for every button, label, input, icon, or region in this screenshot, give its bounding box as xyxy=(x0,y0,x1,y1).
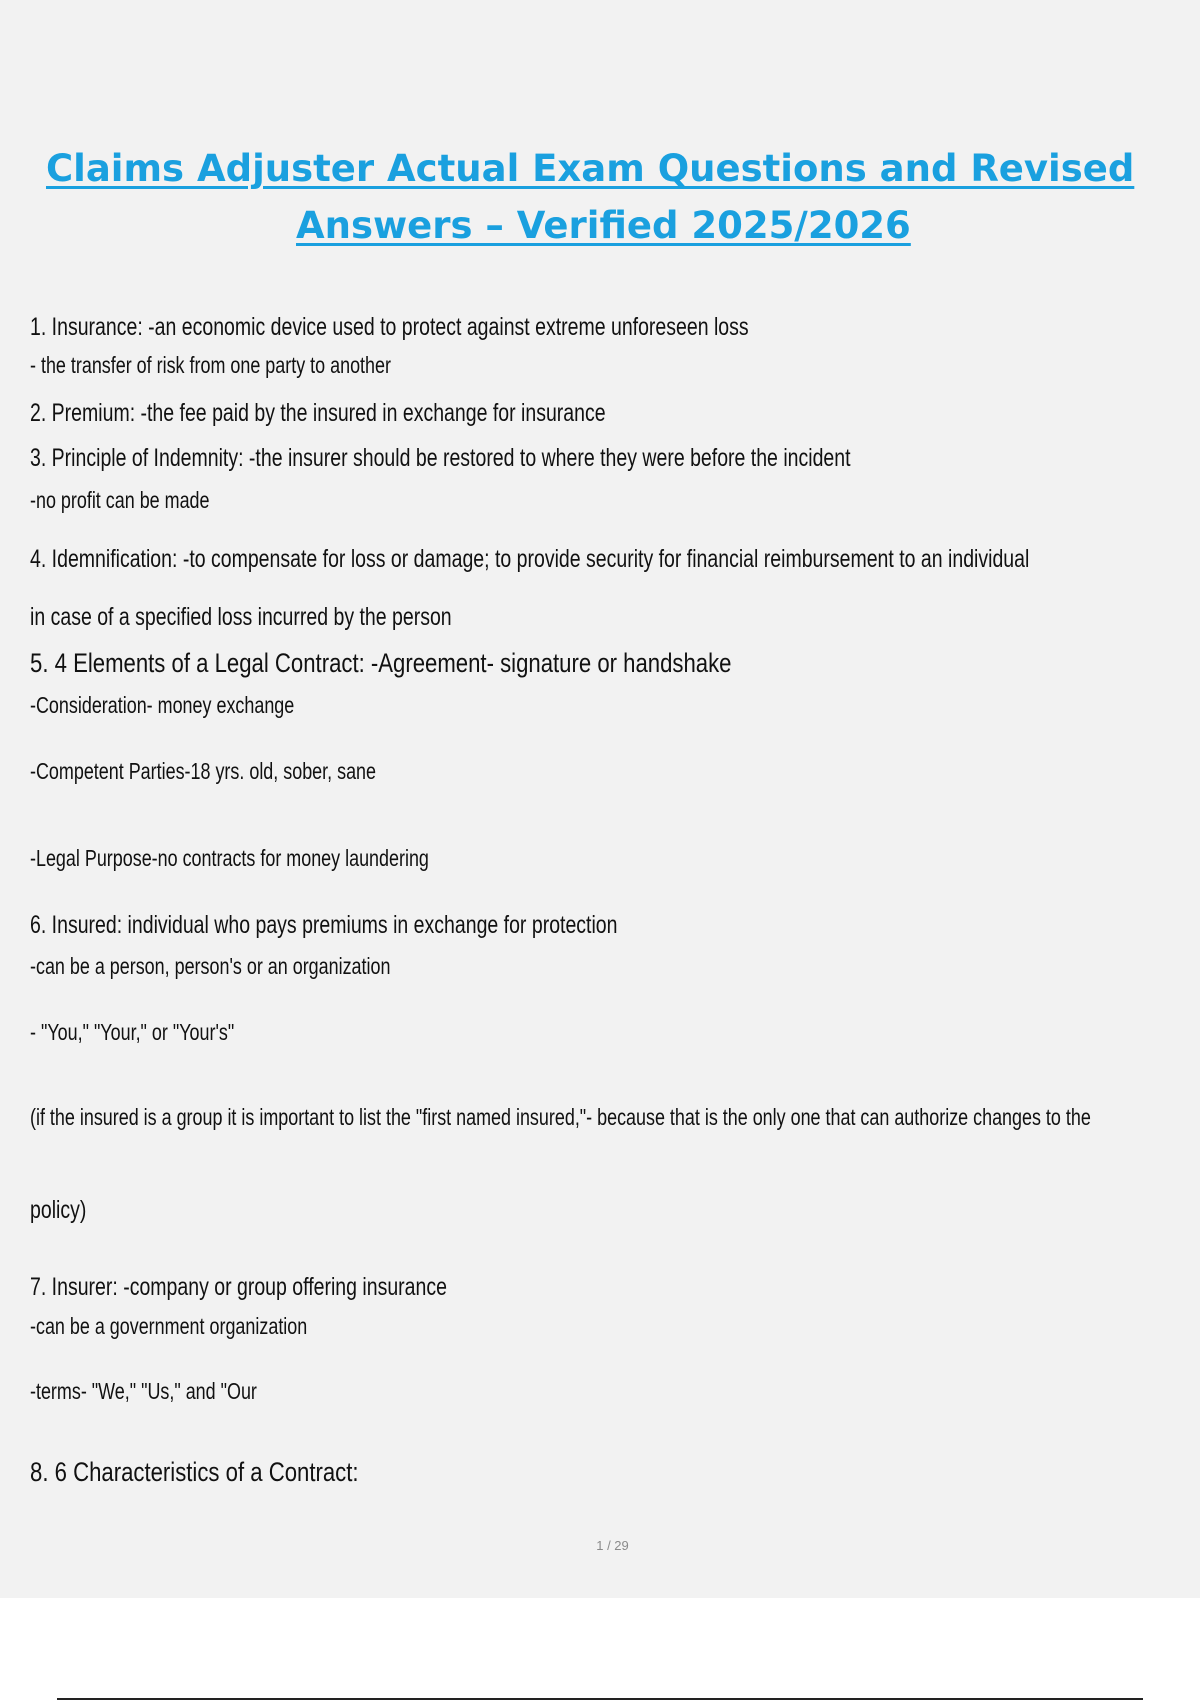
text-line: -Competent Parties-18 yrs. old, sober, sane xyxy=(30,758,377,784)
text-line: -terms- "We," "Us," and "Our xyxy=(30,1378,257,1404)
text-line: -Consideration- money exchange xyxy=(30,692,295,718)
text-line: 7. Insurer: -company or group offering insurance xyxy=(30,1273,447,1301)
text-line: (if the insured is a group it is important to list the "first named insured,"- because that is the only one that can authorize changes to the xyxy=(30,1104,1091,1130)
text-line: policy) xyxy=(30,1196,87,1224)
document-title-line-2: Answers – Verified 2025/2026 xyxy=(296,204,911,247)
text-line: -can be a government organization xyxy=(30,1313,308,1339)
text-line: - the transfer of risk from one party to another xyxy=(30,352,391,378)
text-line: 6. Insured: individual who pays premiums in exchange for protection xyxy=(30,911,618,939)
text-line: 2. Premium: -the fee paid by the insured in exchange for insurance xyxy=(30,399,606,427)
document-title-line-1: Claims Adjuster Actual Exam Questions and Revised xyxy=(46,147,1135,190)
page-number: 1 / 29 xyxy=(596,1538,629,1553)
text-line: in case of a specified loss incurred by the person xyxy=(30,603,452,631)
text-line: 8. 6 Characteristics of a Contract: xyxy=(30,1457,359,1487)
text-line: 4. Idemnification: -to compensate for loss or damage; to provide security for financial reimbursement to an individual xyxy=(30,545,1030,573)
text-line: -no profit can be made xyxy=(30,487,210,513)
text-line: 1. Insurance: -an economic device used to protect against extreme unforeseen loss xyxy=(30,313,749,341)
text-line: 5. 4 Elements of a Legal Contract: -Agreement- signature or handshake xyxy=(30,648,732,678)
text-line: - "You," "Your," or "Your's" xyxy=(30,1019,235,1045)
text-line: -can be a person, person's or an organization xyxy=(30,953,391,979)
text-line: 3. Principle of Indemnity: -the insurer should be restored to where they were before the incident xyxy=(30,444,851,472)
text-line: -Legal Purpose-no contracts for money laundering xyxy=(30,845,429,871)
